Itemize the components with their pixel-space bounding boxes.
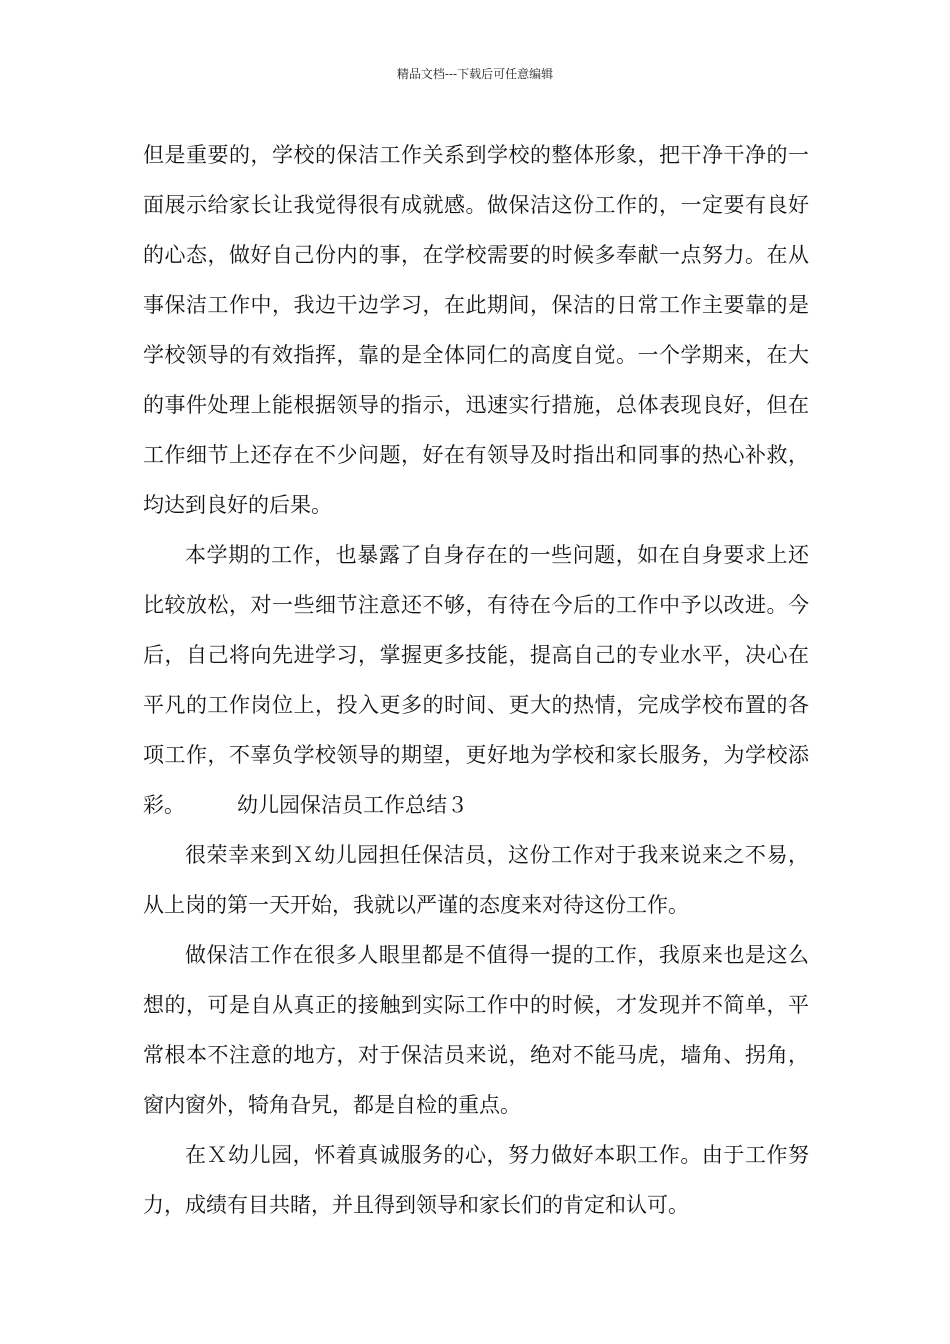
section-heading: 幼儿园保洁员工作总结３ bbox=[237, 793, 468, 817]
page-header: 精品文档---下载后可任意编辑 bbox=[396, 67, 554, 81]
paragraph-self-review-text: 本学期的工作，也暴露了自身存在的一些问题，如在自身要求上还比较放松，对一些细节注意还不够，有待在今后的工作中予以改进。今后，自己将向先进学习，掌握更多技能，提高自己的专业水平，决心在平凡的工作岗位上，投入更多的时间、更大的热情，完成学校布置的各项工作，不辜负学校领导的期望，更好地为学校和家长服务，为学校添彩。 bbox=[143, 543, 809, 817]
paragraph-continuation: 但是重要的，学校的保洁工作关系到学校的整体形象，把干净干净的一面展示给家长让我觉得很有成就感。做保洁这份工作的，一定要有良好的心态，做好自己份内的事，在学校需要的时候多奉献一点努力。在从事保洁工作中，我边干边学习，在此期间，保洁的日常工作主要靠的是学校领导的有效指挥，靠的是全体同仁的高度自觉。一个学期来，在大的事件处理上能根据领导的指示，迅速实行措施，总体表现良好，但在工作细节上还存在不少问题，好在有领导及时指出和同事的热心补救，均达到良好的后果。 bbox=[143, 143, 809, 517]
paragraph-cleaning-work: 做保洁工作在很多人眼里都是不值得一提的工作，我原来也是这么想的，可是自从真正的接触到实际工作中的时候，才发现并不简单，平常根本不注意的地方，对于保洁员来说，绝对不能马虎，墙角、拐角，窗内窗外，犄角旮旯，都是自检的重点。 bbox=[143, 943, 809, 1117]
paragraph-service: 在Ｘ幼儿园，怀着真诚服务的心，努力做好本职工作。由于工作努力，成绩有目共睹，并且得到领导和家长们的肯定和认可。 bbox=[143, 1143, 809, 1217]
document-body bbox=[143, 130, 809, 1230]
paragraph-intro: 很荣幸来到Ｘ幼儿园担任保洁员，这份工作对于我来说来之不易，从上岗的第一天开始，我就以严谨的态度来对待这份工作。 bbox=[143, 843, 809, 917]
paragraph-self-review bbox=[143, 530, 809, 830]
